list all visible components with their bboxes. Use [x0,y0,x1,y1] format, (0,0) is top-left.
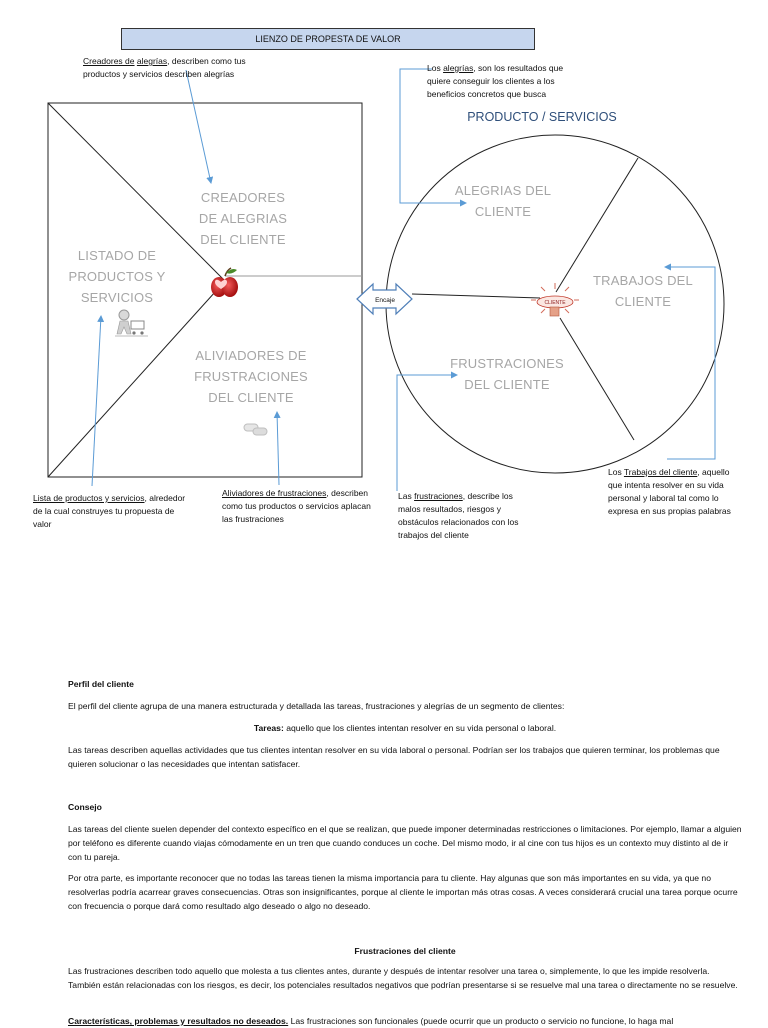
consejo-heading: Consejo [68,802,102,812]
canvas-title: LIENZO DE PROPESTA DE VALOR [121,28,535,50]
frustraciones-paragraph: Las frustraciones describen todo aquello que molesta a tus clientes antes, durante y después de intentar resolver una tarea o, simplemente, lo que les impide resolverla. También están relacionadas con los riesgos, es decir, los potenciales resultados negativos que podrían presentarse si se resuelve mal una tarea o directamente no se resuelve. [68,966,738,990]
zone-trabajos-cliente: TRABAJOS DEL CLIENTE [593,273,693,309]
svg-text:CLIENTE: CLIENTE [544,300,566,306]
note-trabajos: Los Trabajos del cliente, aquello que intenta resolver en su vida personal y laboral tal como lo expresa en sus propias palabras [608,467,731,516]
arrow-aliviadores [277,412,279,485]
caracteristicas-paragraph: Características, problemas y resultados no deseados. Las frustraciones son funcionales (puede ocurrir que un producto o servicio no funcione, lo haga mal [68,1016,674,1026]
circle-divider-left [412,294,540,298]
note-lista: Lista de productos y servicios, alrededor de la cual construyes tu propuesta de valor [33,493,186,529]
person-cart-icon [115,310,148,336]
zone-listado-productos: LISTADO DE PRODUCTOS Y SERVICIOS [68,248,166,305]
perfil-heading: Perfil del cliente [68,679,134,689]
frustraciones-heading: Frustraciones del cliente [354,946,456,956]
note-frustraciones: Las frustraciones, describe los malos resultados, riesgos y obstáculos relacionados con los trabajos del cliente [398,491,519,540]
perfil-intro: El perfil del cliente agrupa de una manera estructurada y detallada las tareas, frustraciones y alegrías de un segmento de clientes: [68,701,565,711]
zone-creadores-de-alegrias: CREADORES DE ALEGRIAS DEL CLIENTE [198,190,288,247]
zone-frustraciones-cliente: FRUSTRACIONES DEL CLIENTE [450,356,564,392]
note-creadores: Creadores de alegrías, describen como tus productos y servicios describen alegrías [83,56,246,79]
encaje-label: Encaje [375,297,395,304]
pills-icon [244,424,267,435]
note-alegrias: Los alegrías, son los resultados que quiere conseguir los clientes a los beneficios concretos que busca [427,63,564,99]
tareas-definition: Tareas: aquello que los clientes intentan resolver en su vida personal o laboral. [253,723,557,733]
note-aliviadores: Aliviadores de frustraciones, describen como tus productos o servicios aplacan las frustraciones [222,488,371,524]
arrow-lista [92,316,101,486]
consejo-paragraph-1: Las tareas del cliente suelen depender del contexto específico en el que se realizan, que puede imponer determinadas restricciones o limitaciones. Por ejemplo, llamar a alguien por teléfono es diferente cuando viajas cómodamente en un tren que cuando conduces un coche. Del mismo modo, ir al cine con tus hijos es un contexto muy distinto al de ir con tu pareja. [68,824,742,862]
zone-aliviadores: ALIVIADORES DE FRUSTRACIONES DEL CLIENTE [194,348,308,405]
circle-title: PRODUCTO / SERVICIOS [467,110,617,124]
client-icon [531,283,579,316]
consejo-paragraph-2: Por otra parte, es importante reconocer que no todas las tareas tienen la misma importancia para tu cliente. Hay algunas que son más importantes en su vida, ya que no resolverlas podría acarrear graves consecuencias. Otras son insignificantes, porque al cliente le importan más otras cosas. A veces considerará crucial una tarea porque ocurre con frecuencia o porque dará como resultado algo deseado o algo no deseado. [68,873,738,911]
tareas-paragraph: Las tareas describen aquellas actividades que tus clientes intentan resolver en su vida laboral o personal. Podrían ser los trabajos que quieren terminar, los problemas que quieren solucionar o las necesidades que intentan satisfacer. [68,745,720,769]
zone-alegrias-cliente: ALEGRIAS DEL CLIENTE [454,183,552,219]
apple-icon [211,268,238,297]
arrow-creadores [186,70,211,183]
